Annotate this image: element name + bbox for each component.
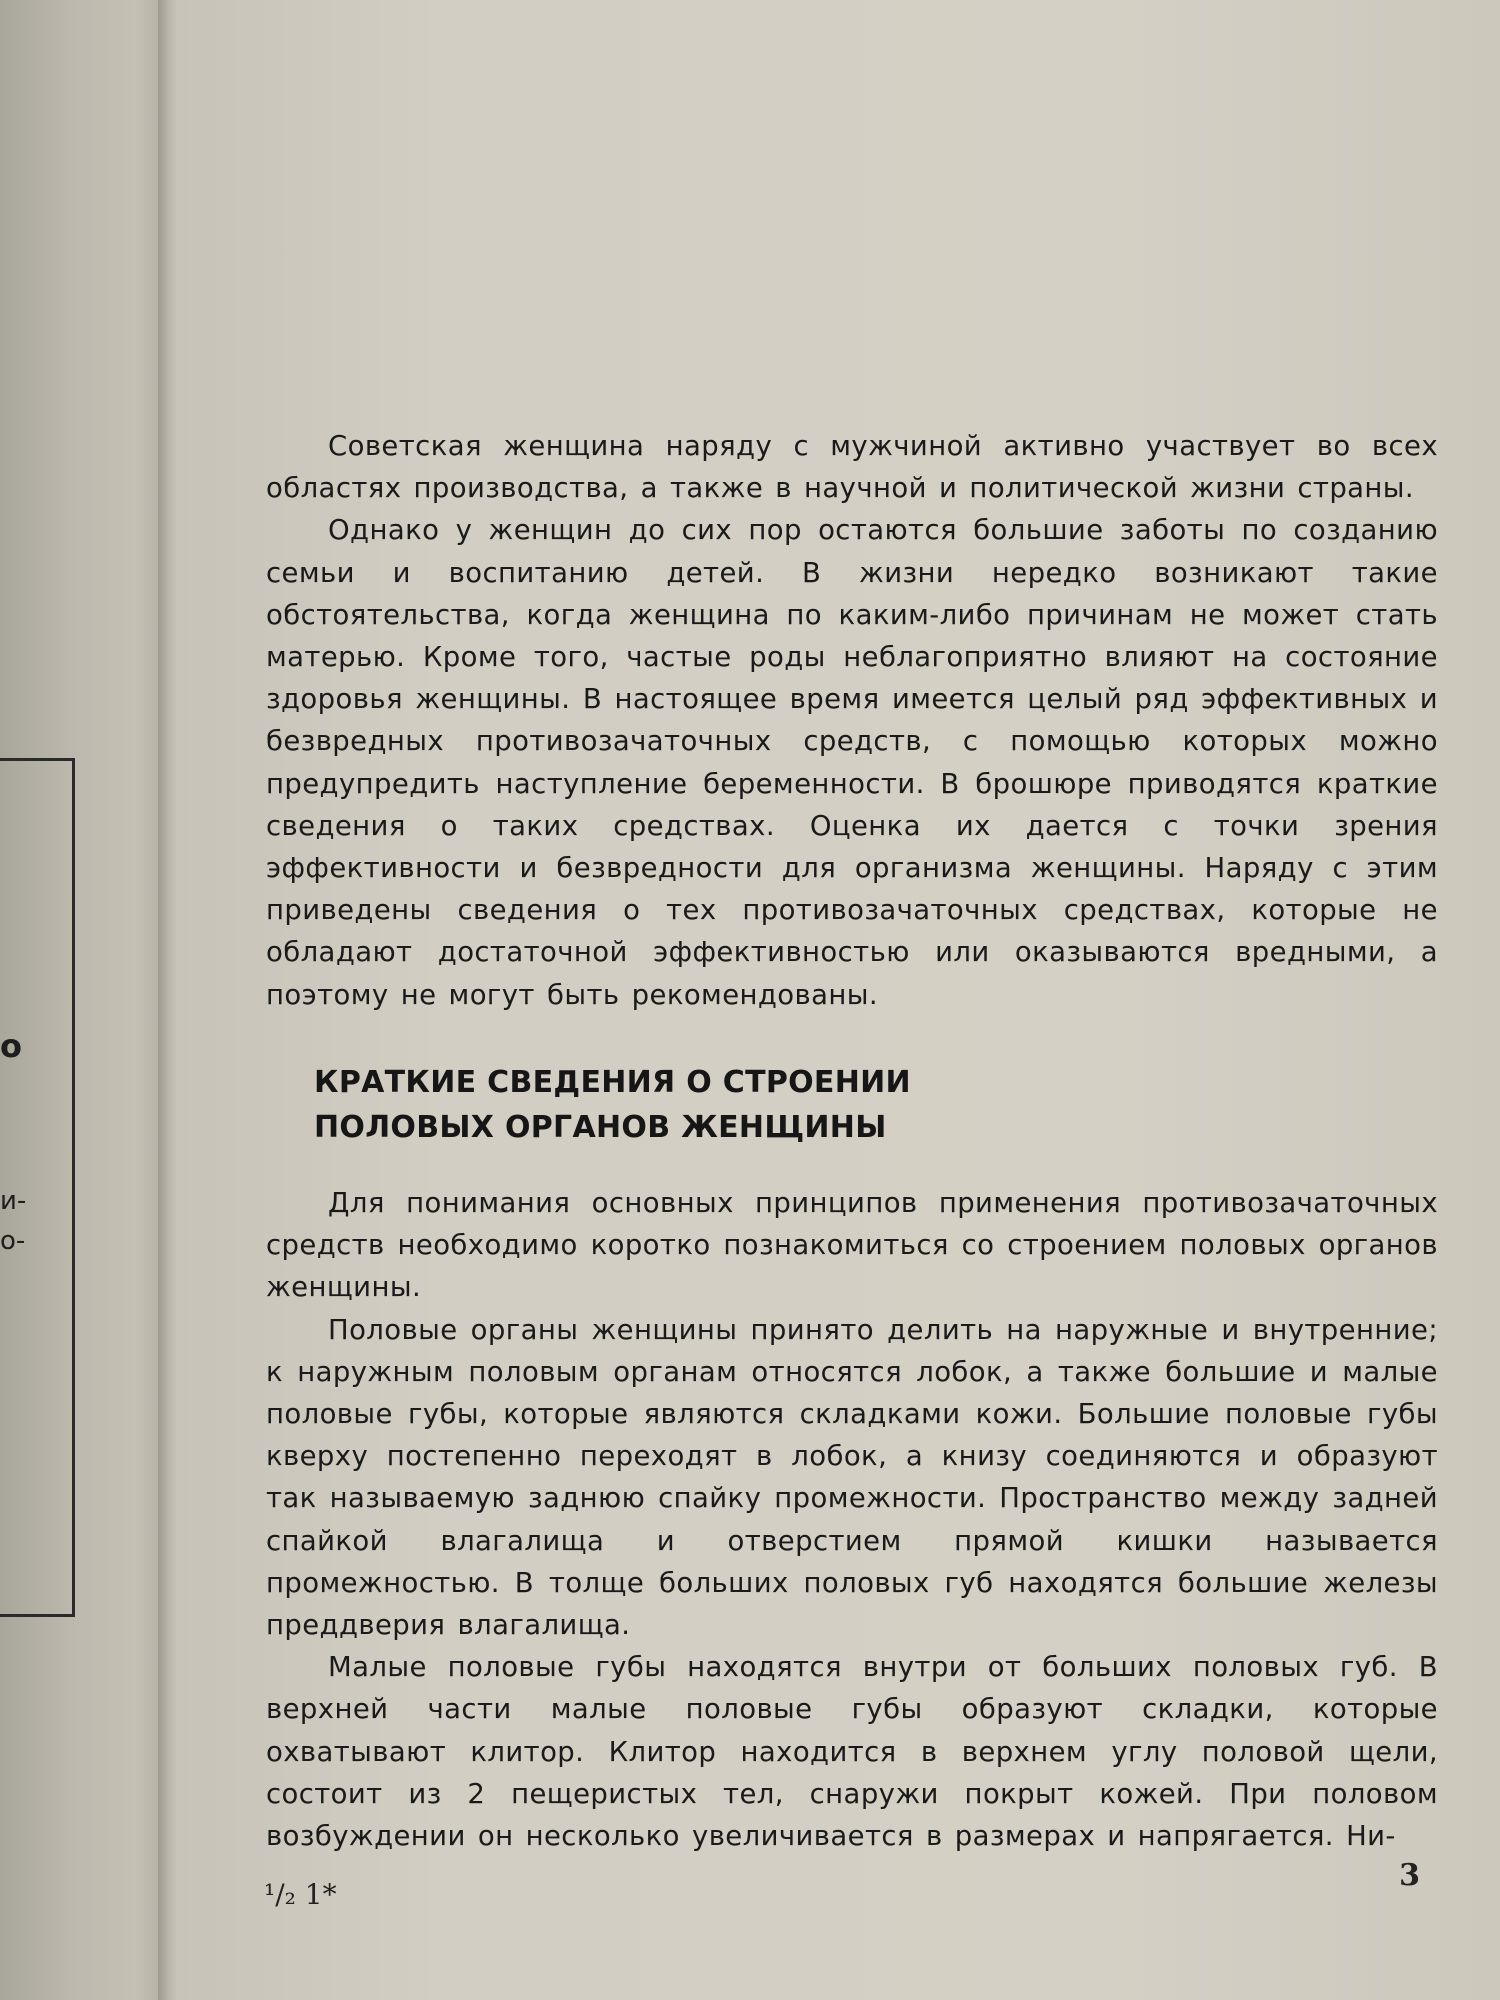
paragraph: Советская женщина наряду с мужчиной активно участвует во всех областях производства, а также в научной и политической жизни страны.	[266, 430, 1438, 505]
book-page	[178, 0, 1500, 2000]
previous-page-fragment: и-	[0, 1186, 27, 1216]
paragraph: Однако у женщин до сих пор остаются большие заботы по созданию семьи и воспитанию детей. В жизни нередко возникают такие обстоятельства, когда женщина по каким-либо причинам не может стать матерью. Кроме того, частые роды неблагоприятно влияют на состояние здоровья женщины. В настоящее время имеется целый ряд эффективных и безвредных противозачаточных средств, с помощью которых можно предупредить наступление беременности. В брошюре приводятся краткие сведения о таких средствах. Оценка их дается с точки зрения эффективности и безвредности для организма женщины. Наряду с этим приведены сведения о тех противозачаточных средствах, которые не обладают достаточной эффективностью или оказываются вредными, а поэтому не могут быть рекомендованы.	[266, 514, 1438, 1011]
previous-page-fragment: о-	[0, 1226, 26, 1256]
paragraph: Малые половые губы находятся внутри от больших половых губ. В верхней части малые половые губы образуют складки, которые охватывают клитор. Клитор находится в верхнем углу половой щели, состоит из 2 пещеристых тел, снаружи покрыт кожей. При половом возбуждении он несколько увеличивается в размерах и напрягается. Ни-	[266, 1651, 1438, 1853]
page-number: 3	[1399, 1858, 1420, 1893]
section-heading	[314, 1060, 1214, 1150]
previous-page-edge	[0, 0, 168, 2000]
section-heading-line: КРАТКИЕ СВЕДЕНИЯ О СТРОЕНИИ	[314, 1065, 911, 1100]
previous-page-fragment: о	[0, 1027, 22, 1065]
printer-signature-mark: ¹/₂ 1*	[264, 1878, 337, 1911]
intro-text	[266, 425, 1438, 1016]
paragraph: Половые органы женщины принято делить на наружные и внутренние; к наружным половым органам относятся лобок, а также большие и малые половые губы, которые являются складками кожи. Большие половые губы кверху постепенно переходят в лобок, а книзу соединяются и образуют так называемую заднюю спайку промежности. Пространство между задней спайкой влагалища и отверстием прямой кишки называется промежностью. В толще больших половых губ находятся большие железы преддверия влагалища.	[266, 1313, 1438, 1642]
book-spine-fold	[158, 0, 180, 2000]
paragraph: Для понимания основных принципов применения противозачаточных средств необходимо коротко познакомиться со строением половых органов женщины.	[266, 1187, 1438, 1304]
section-body-text	[266, 1182, 1438, 1857]
section-heading-line: ПОЛОВЫХ ОРГАНОВ ЖЕНЩИНЫ	[314, 1110, 887, 1145]
